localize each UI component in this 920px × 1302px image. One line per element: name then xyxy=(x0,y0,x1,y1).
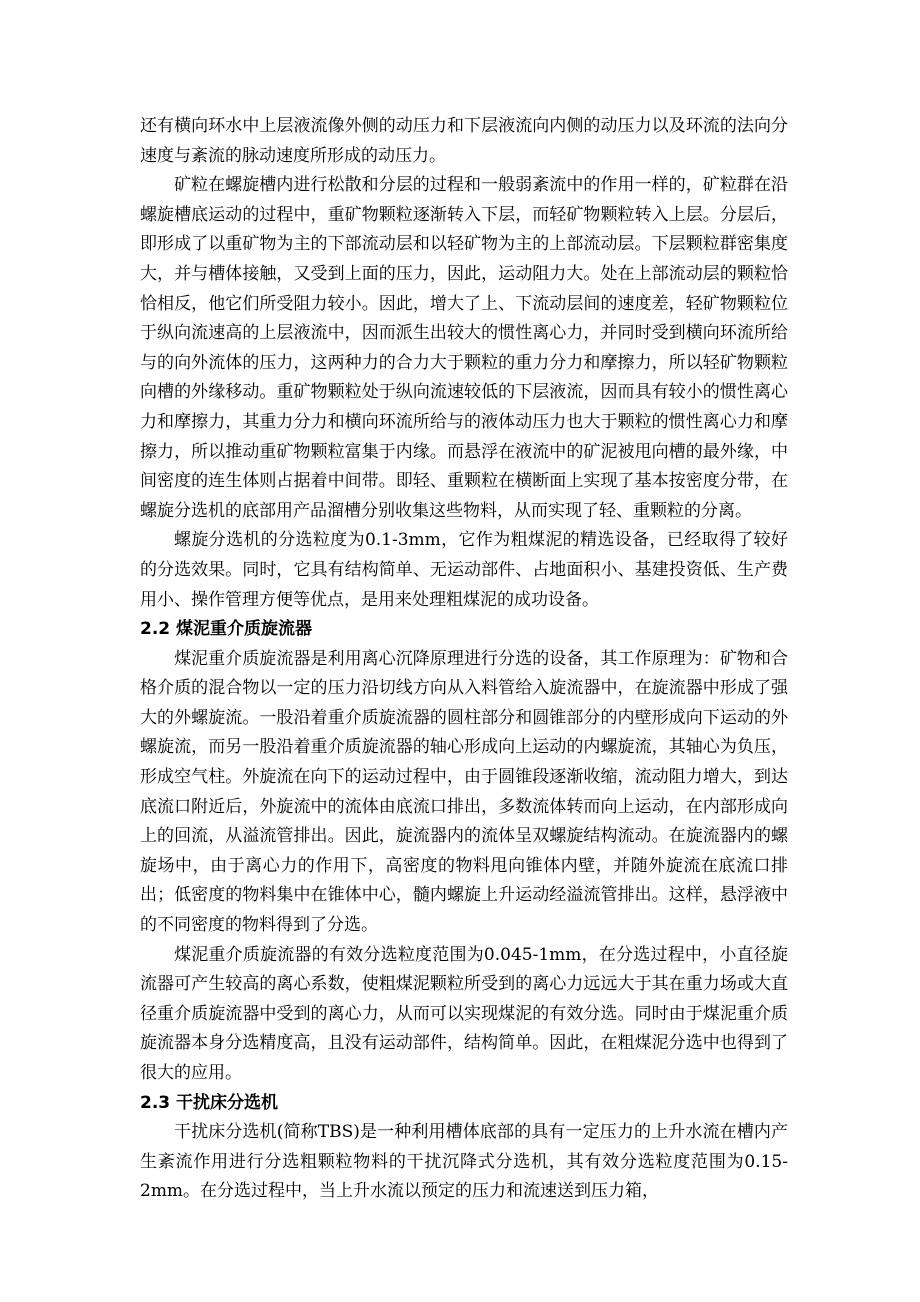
paragraph-tbs-intro: 干扰床分选机(简称TBS)是一种利用槽体底部的具有一定压力的上升水流在槽内产生紊流作用进行分选粗颗粒物料的干扰沉降式分选机，其有效分选粒度范围为0.15-2mm。在分选过程中，当上升水流以预定的压力和流速送到压力箱， xyxy=(140,1122,788,1202)
document-page xyxy=(140,112,788,1207)
paragraph-cyclone-summary: 煤泥重介质旋流器的有效分选粒度范围为0.045-1mm，在分选过程中，小直径旋流器可产生较高的离心系数，使粗煤泥颗粒所受到的离心力远远大于其在重力场或大直径重介质旋流器中受到的离心力，从而可以实现煤泥的有效分选。同时由于煤泥重介质旋流器本身分选精度高，且没有运动部件，结构简单。因此，在粗煤泥分选中也得到了很大的应用。 xyxy=(140,944,788,1083)
paragraph-ore-layering: 矿粒在螺旋槽内进行松散和分层的过程和一般弱紊流中的作用一样的，矿粒群在沿螺旋槽底运动的过程中，重矿物颗粒逐渐转入下层，而轻矿物颗粒转入上层。分层后，即形成了以重矿物为主的下部流动层和以轻矿物为主的上部流动层。下层颗粒群密集度大，并与槽体接触，又受到上面的压力，因此，运动阻力大。处在上部流动层的颗粒恰恰相反，他它们所受阻力较小。因此，增大了上、下流动层间的速度差，轻矿物颗粒位于纵向流速高的上层液流中，因而派生出较大的惯性离心力，并同时受到横向环流所给与的向外流体的压力，这两种力的合力大于颗粒的重力分力和摩擦力，所以轻矿物颗粒向槽的外缘移动。重矿物颗粒处于纵向流速较低的下层液流，因而具有较小的惯性离心力和摩擦力，其重力分力和横向环流所给与的液体动压力也大于颗粒的惯性离心力和摩擦力，所以推动重矿物颗粒富集于内缘。而悬浮在液流中的矿泥被甩向槽的最外缘，中间密度的连生体则占据着中间带。即轻、重颗粒在横断面上实现了基本按密度分带，在螺旋分选机的底部用产品溜槽分别收集这些物料，从而实现了轻、重颗粒的分离。 xyxy=(140,175,788,521)
paragraph-continued: 还有横向环水中上层液流像外侧的动压力和下层液流向内侧的动压力以及环流的法向分速度与紊流的脉动速度所形成的动压力。 xyxy=(140,116,788,166)
paragraph-spiral-separator-summary: 螺旋分选机的分选粒度为0.1-3mm，它作为粗煤泥的精选设备，已经取得了较好的分选效果。同时，它具有结构简单、无运动部件、占地面积小、基建投资低、生产费用小、操作管理方便等优点，是用来处理粗煤泥的成功设备。 xyxy=(140,530,788,610)
section-heading-2-2: 2.2 煤泥重介质旋流器 xyxy=(140,619,313,640)
paragraph-cyclone-principle: 煤泥重介质旋流器是利用离心沉降原理进行分选的设备，其工作原理为：矿物和合格介质的混合物以一定的压力沿切线方向从入料管给入旋流器中，在旋流器中形成了强大的外螺旋流。一股沿着重介质旋流器的圆柱部分和圆锥部分的内壁形成向下运动的外螺旋流，而另一股沿着重介质旋流器的轴心形成向上运动的内螺旋流，其轴心为负压，形成空气柱。外旋流在向下的运动过程中，由于圆锥段逐渐收缩，流动阻力增大，到达底流口附近后，外旋流中的流体由底流口排出，多数流体转而向上运动，在内部形成向上的回流，从溢流管排出。因此，旋流器内的流体呈双螺旋结构流动。在旋流器内的螺旋场中，由于离心力的作用下，高密度的物料甩向锥体内壁，并随外旋流在底流口排出；低密度的物料集中在锥体中心，髓内螺旋上升运动经溢流管排出。这样，悬浮液中的不同密度的物料得到了分选。 xyxy=(140,648,788,936)
section-heading-2-3: 2.3 干扰床分选机 xyxy=(140,1092,279,1113)
